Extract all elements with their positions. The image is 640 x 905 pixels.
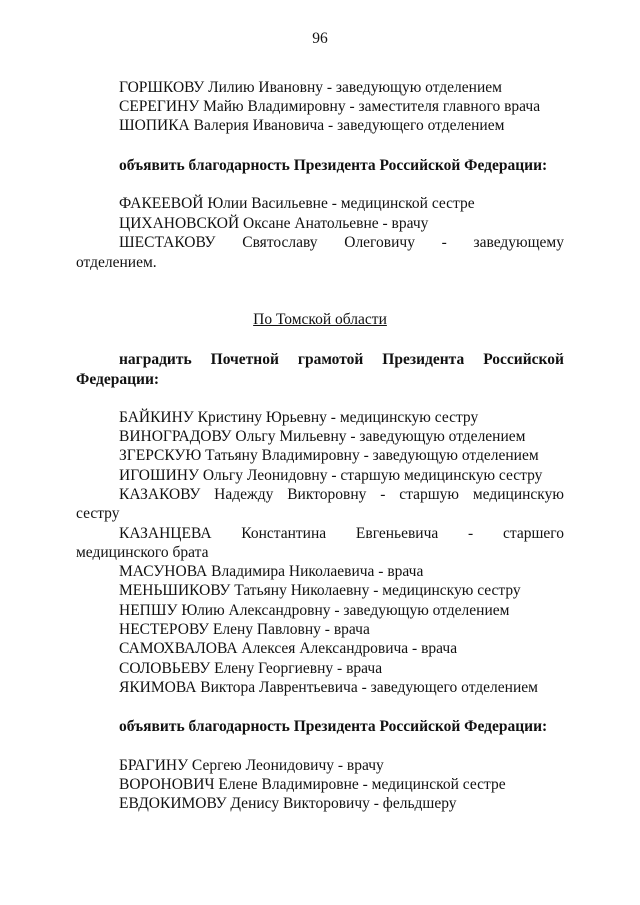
award-entry: ЗГЕРСКУЮ Татьяну Владимировну - заведующую отделением <box>119 447 539 464</box>
word: - <box>441 234 447 251</box>
word: Константина <box>241 525 327 542</box>
award-entry: БРАГИНУ Сергею Леонидовичу - врачу <box>119 757 384 774</box>
award-entry: СОЛОВЬЕВУ Елену Георгиевну - врача <box>119 660 383 677</box>
word: Олеговичу <box>344 234 415 251</box>
word: Святославу <box>242 234 318 251</box>
page-number: 96 <box>312 30 328 47</box>
word: КАЗАКОВУ <box>119 486 201 503</box>
word: грамотой <box>297 351 364 368</box>
award-entry: ЦИХАНОВСКОЙ Оксане Анатольевне - врачу <box>119 215 429 232</box>
award-entry: ГОРШКОВУ Лилию Ивановну - заведующую отделением <box>119 79 502 96</box>
award-entry: МАСУНОВА Владимира Николаевича - врача <box>119 563 424 580</box>
award-heading <box>119 350 564 370</box>
award-entry: ЕВДОКИМОВУ Денису Викторовичу - фельдшеру <box>119 795 457 812</box>
word: наградить <box>119 351 192 368</box>
word: Почетной <box>210 351 279 368</box>
award-entry: ФАКЕЕВОЙ Юлии Васильевне - медицинской сестре <box>119 195 475 212</box>
section-title: По Томской области <box>253 311 387 328</box>
award-entry: САМОХВАЛОВА Алексея Александровича - врача <box>119 640 458 657</box>
award-entry: ИГОШИНУ Ольгу Леонидовну - старшую медицинскую сестру <box>119 467 543 484</box>
award-entry: МЕНЬШИКОВУ Татьяну Николаевну - медицинскую сестру <box>119 582 521 599</box>
award-entry-continuation: медицинского брата <box>76 544 209 561</box>
word: старшую <box>399 486 460 503</box>
word: Российской <box>483 351 564 368</box>
award-entry: ВОРОНОВИЧ Елене Владимировне - медицинской сестре <box>119 776 506 793</box>
word: ШЕСТАКОВУ <box>119 234 216 251</box>
thanks-heading: объявить благодарность Президента Российской Федерации: <box>119 157 548 174</box>
award-entry-continuation: отделением. <box>76 254 157 271</box>
award-entry: ШОПИКА Валерия Ивановича - заведующего отделением <box>119 117 505 134</box>
word: Президента <box>382 351 465 368</box>
thanks-heading: объявить благодарность Президента Российской Федерации: <box>119 718 548 735</box>
award-entry: НЕСТЕРОВУ Елену Павловну - врача <box>119 621 370 638</box>
award-entry-justified <box>119 485 564 505</box>
word: заведующему <box>473 234 564 251</box>
word: Викторовну <box>287 486 367 503</box>
word: Евгеньевича <box>355 525 439 542</box>
award-entry-justified <box>119 524 564 544</box>
award-entry: БАЙКИНУ Кристину Юрьевну - медицинскую сестру <box>119 409 479 426</box>
word: - <box>468 525 474 542</box>
award-entry: НЕПШУ Юлию Александровну - заведующую отделением <box>119 602 510 619</box>
word: - <box>380 486 386 503</box>
word: КАЗАНЦЕВА <box>119 525 212 542</box>
award-heading-continuation: Федерации: <box>76 371 160 388</box>
award-entry: ВИНОГРАДОВУ Ольгу Мильевну - заведующую отделением <box>119 428 526 445</box>
word: медицинскую <box>472 486 564 503</box>
word: старшего <box>502 525 564 542</box>
award-entry-justified <box>119 233 564 253</box>
award-entry-continuation: сестру <box>76 505 120 522</box>
award-entry: СЕРЕГИНУ Майю Владимировну - заместителя главного врача <box>119 98 541 115</box>
word: Надежду <box>214 486 274 503</box>
award-entry: ЯКИМОВА Виктора Лаврентьевича - заведующего отделением <box>119 679 538 696</box>
